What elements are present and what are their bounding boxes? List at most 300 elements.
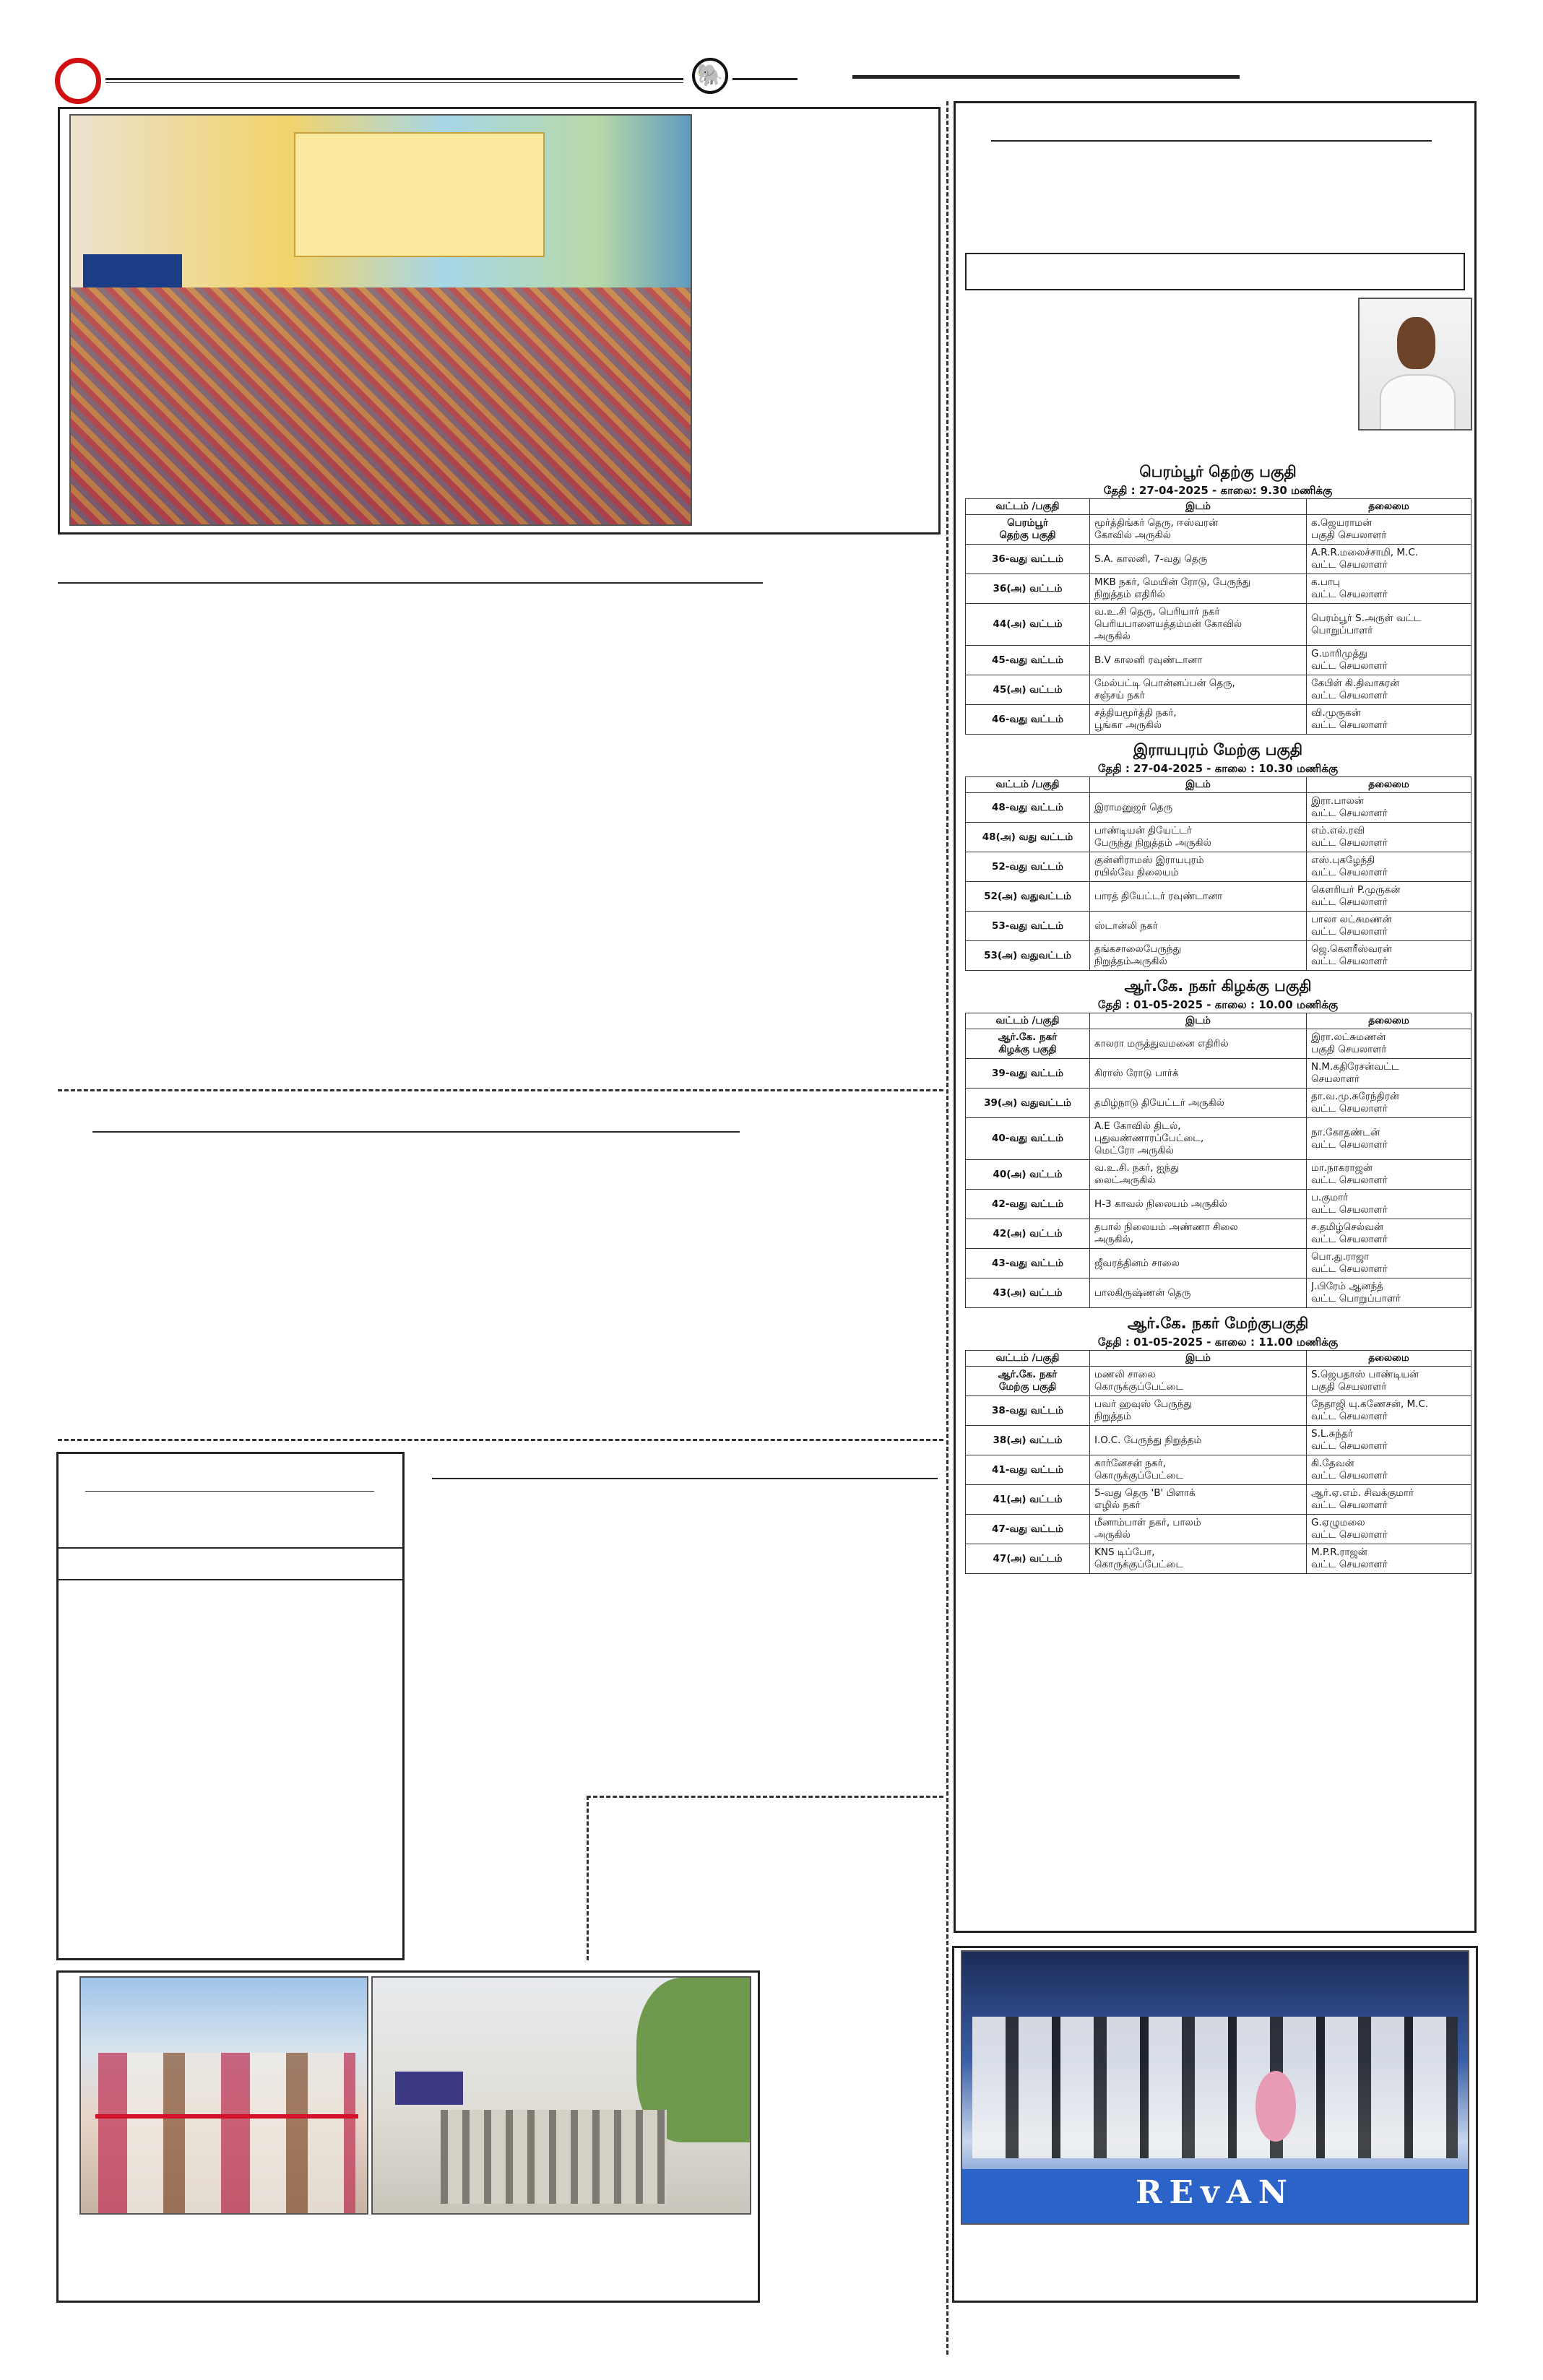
cell-line: சத்தியமூர்த்தி நகர், [1094,707,1177,719]
story-headline-rule-2 [92,1131,740,1133]
ward-cell [966,1190,1090,1219]
schedule-header-cell: தலைமை [1307,1013,1471,1029]
venue-cell [1090,1426,1307,1455]
leader-cell [1307,852,1471,882]
event-group-photo [961,1950,1469,2225]
cell-line: வட்ட செயலாளர் [1311,1234,1388,1245]
cell-line: 41-வது வட்டம் [992,1463,1063,1476]
schedule-section-title: பெரம்பூர் தெற்கு பகுதி [1139,463,1297,480]
cell-line: மா.நாகராஜன் [1311,1162,1373,1174]
event-stage-letters: REvAN [1135,2174,1295,2212]
cell-line: நேதாஜி யு.கணேசன், M.C. [1311,1398,1429,1410]
table-row [966,1089,1471,1118]
schedule-headline-rule [991,140,1432,142]
cell-line: கௌரியர் P.முருகன் [1311,884,1401,896]
cell-line: A.E கோவில் திடல், [1094,1120,1181,1132]
cell-line: 39(அ) வதுவட்டம் [984,1096,1071,1109]
table-row [966,1426,1471,1455]
cell-line: அருகில், [1094,1234,1134,1245]
ward-cell [966,852,1090,882]
cell-line: 43(அ) வட்டம் [993,1286,1063,1299]
cell-line: கி.தேவன் [1311,1458,1354,1469]
cell-line: பேருந்து நிறுத்தம் அருகில் [1094,837,1211,849]
cell-line: 42(அ) வட்டம் [993,1227,1063,1239]
ward-cell [966,675,1090,705]
story-separator-3 [587,1796,943,1798]
cell-line: பெரம்பூர் [1007,517,1048,529]
schedule-header-cell: வட்டம் /பகுதி [966,1351,1090,1367]
ward-cell [966,1515,1090,1544]
cell-line: பவர் ஹவுஸ் பேருந்து [1094,1398,1193,1410]
venue-cell [1090,515,1307,545]
ward-cell [966,1367,1090,1396]
cell-line: பெரம்பூர் S.அருள் வட்ட [1311,612,1422,624]
leader-cell [1307,1219,1471,1249]
cell-line: 52-வது வட்டம் [992,860,1063,873]
table-row [966,823,1471,852]
cell-line: இரா.பாலன் [1311,795,1364,807]
cell-line: M.P.R.ராஜன் [1311,1546,1367,1558]
story-separator-1 [58,1089,943,1091]
masthead-rule-right [852,75,1240,79]
cell-line: G.மாரிமுத்து [1311,648,1367,659]
leader-cell [1307,1278,1471,1308]
ward-cell [966,941,1090,971]
venue-cell [1090,1249,1307,1278]
ward-cell [966,646,1090,675]
cell-line: 46-வது வட்டம் [992,713,1063,725]
cell-line: வட்ட செயலாளர் [1311,926,1388,938]
venue-cell [1090,1278,1307,1308]
cell-line: 45(அ) வட்டம் [993,683,1063,696]
cell-line: அருகில் [1094,1529,1131,1541]
venue-cell [1090,1059,1307,1089]
leader-cell [1307,823,1471,852]
cell-line: வட்ட செயலாளர் [1311,1411,1388,1422]
ward-cell [966,1160,1090,1190]
leader-cell [1307,1544,1471,1574]
cell-line: வட்ட செயலாளர் [1311,1470,1388,1481]
cell-line: நா.கோதண்டன் [1311,1126,1380,1138]
cell-line: G.ஏழுமலை [1311,1517,1365,1528]
venue-cell [1090,1396,1307,1426]
cell-line: J.பிரேம் ஆனந்த் [1311,1281,1383,1292]
leader-cell [1307,941,1471,971]
cell-line: சஞ்சய் நகர் [1094,690,1145,701]
leader-cell [1307,705,1471,735]
story-separator-2 [58,1439,943,1441]
building-photo [371,1976,751,2215]
cell-line: வட்ட செயலாளர் [1311,1529,1388,1541]
cell-line: 45-வது வட்டம் [992,654,1063,666]
table-row [966,545,1471,574]
schedule-header-cell: இடம் [1090,777,1307,793]
schedule-section-time: தேதி : 01-05-2025 - காலை : 10.00 மணிக்கு [1097,998,1339,1011]
cell-line: வட்ட செயலாளர் [1311,589,1388,600]
leader-cell [1307,1190,1471,1219]
leader-cell [1307,604,1471,646]
cell-line: கொருக்குப்பேட்டை [1094,1470,1184,1481]
cell-line: தமிழ்நாடு தியேட்டர் அருகில் [1094,1096,1224,1109]
cell-line: பாண்டியன் தியேட்டர் [1094,825,1192,836]
table-row [966,1249,1471,1278]
table-row [966,1396,1471,1426]
table-row [966,1059,1471,1089]
cell-line: 40(அ) வட்டம் [993,1168,1063,1180]
table-row [966,1219,1471,1249]
cell-line: இராமனுஜர் தெரு [1094,801,1173,813]
cell-line: வட்ட செயலாளர் [1311,690,1388,701]
story-headline-rule-3 [432,1478,938,1479]
cell-line: வட்ட செயலாளர் [1311,1263,1388,1275]
cell-line: பொ.து.ராஜா [1311,1251,1370,1263]
cell-line: 39-வது வட்டம் [992,1067,1063,1079]
venue-cell [1090,1089,1307,1118]
leader-cell [1307,515,1471,545]
cell-line: வ.உ.சி தெரு, பெரியார் நகர் [1094,606,1220,618]
cell-line: 47-வது வட்டம் [992,1523,1063,1535]
masthead-elephant-icon: 🐘 [692,58,728,94]
column-divider [946,101,948,2355]
cell-line: H-3 காவல் நிலையம் அருகில் [1094,1198,1227,1210]
cell-line: 43-வது வட்டம் [992,1257,1063,1269]
leader-cell [1307,1396,1471,1426]
ward-cell [966,1278,1090,1308]
venue-cell [1090,1219,1307,1249]
cell-line: தா.வ.மு.சுரேந்திரன் [1311,1091,1399,1102]
cell-line: ஜீவரத்தினம் சாலை [1094,1257,1180,1269]
cell-line: பாலகிருஷ்ணன் தெரு [1094,1286,1191,1299]
cell-line: நிறுத்தம்அருகில் [1094,956,1167,967]
cell-line: 52(அ) வதுவட்டம் [984,890,1071,902]
cell-line: வட்ட செயலாளர் [1311,660,1388,672]
schedule-header-cell: இடம் [1090,499,1307,515]
table-row [966,882,1471,912]
schedule-header-cell: தலைமை [1307,1351,1471,1367]
schedule-table [965,498,1471,735]
cell-line: இரா.லட்சுமணன் [1311,1031,1386,1043]
table-row [966,574,1471,604]
masthead-rule-mid [732,78,798,80]
table-row [966,675,1471,705]
cell-line: S.ஜெபதாஸ் பாண்டியன் [1311,1369,1419,1380]
leader-cell [1307,675,1471,705]
cell-line: மூர்த்திங்கர் தெரு, ஈஸ்வரன் [1094,517,1219,529]
cell-line: வட்ட செயலாளர் [1311,1138,1388,1151]
cell-line: KNS டிப்போ, [1094,1546,1155,1558]
ward-cell [966,1426,1090,1455]
cell-line: 48(அ) வது வட்டம் [982,831,1073,843]
cell-line: வட்ட செயலாளர் [1311,1440,1388,1452]
cell-line: ஸ்டான்லி நகர் [1094,919,1158,932]
leader-cell [1307,1249,1471,1278]
cell-line: கிழக்கு பகுதி [998,1044,1057,1055]
cell-line: I.O.C. பேருந்து நிறுத்தம் [1094,1434,1202,1446]
venue-cell [1090,574,1307,604]
venue-cell [1090,912,1307,941]
cell-line: ஜெ.கௌரீஸ்வரன் [1311,943,1392,955]
schedule-table [965,1013,1471,1308]
cell-line: பகுதி செயலாளர் [1311,529,1387,541]
side-notice-divider-1 [58,1547,403,1549]
schedule-subhead-box [965,253,1465,290]
schedule-section-time: தேதி : 27-04-2025 - காலை: 9.30 மணிக்கு [1103,484,1333,497]
masthead-rule-left [105,78,683,80]
schedule-section-title: ஆர்.கே. நகர் கிழக்கு பகுதி [1124,977,1312,995]
cell-line: எஸ்.புகழேந்தி [1311,854,1375,866]
schedule-section-time: தேதி : 27-04-2025 - காலை : 10.30 மணிக்கு [1097,762,1339,775]
cell-line: N.M.கதிரேசன்வட்ட [1311,1061,1399,1073]
table-row [966,941,1471,971]
cell-line: செயலாளர் [1311,1073,1360,1085]
cell-line: பாலா லட்சுமணன் [1311,914,1392,925]
cell-line: நிறுத்தம் [1094,1411,1131,1422]
cell-line: 38-வது வட்டம் [992,1404,1063,1416]
cell-line: தபால் நிலையம் அண்ணா சிலை [1094,1221,1238,1233]
venue-cell [1090,1367,1307,1396]
venue-cell [1090,1118,1307,1160]
cell-line: ரயில்வே நிலையம் [1094,867,1179,878]
venue-cell [1090,941,1307,971]
table-row [966,515,1471,545]
venue-cell [1090,1544,1307,1574]
ward-cell [966,604,1090,646]
leader-cell [1307,1059,1471,1089]
schedule-table [965,1350,1471,1574]
cell-line: மீனாம்பாள் நகர், பாலம் [1094,1517,1201,1528]
cell-line: 53-வது வட்டம் [992,919,1063,932]
cell-line: கோவில் அருகில் [1094,529,1171,541]
cell-line: வட்ட பொறுப்பாளர் [1311,1293,1401,1304]
venue-cell [1090,793,1307,823]
ward-cell [966,912,1090,941]
leader-cell [1307,793,1471,823]
ward-cell [966,545,1090,574]
venue-cell [1090,705,1307,735]
cell-line: பொறுப்பாளர் [1311,624,1373,636]
schedule-header-cell: வட்டம் /பகுதி [966,1013,1090,1029]
cell-line: தங்கசாலைபேருந்து [1094,943,1182,955]
leader-cell [1307,1160,1471,1190]
cell-line: 47(அ) வட்டம் [993,1552,1063,1565]
table-row [966,1029,1471,1059]
cell-line: நிறுத்தம் எதிரில் [1094,589,1165,600]
cell-line: MKB நகர், மெயின் ரோடு, பேருந்து [1094,576,1251,588]
cell-line: வட்ட செயலாளர் [1311,896,1388,908]
schedule-header-cell: இடம் [1090,1013,1307,1029]
table-row [966,705,1471,735]
table-row [966,1544,1471,1574]
cell-line: B.V காலனி ரவுண்டானா [1094,654,1203,666]
schedule-header-cell: வட்டம் /பகுதி [966,499,1090,515]
table-row [966,912,1471,941]
schedule-header-cell: தலைமை [1307,777,1471,793]
cell-line: பெரியபாளையத்தம்மன் கோவில் [1094,618,1242,630]
leader-cell [1307,1515,1471,1544]
cell-line: கிராஸ் ரோடு பார்க் [1094,1067,1179,1079]
leader-cell [1307,545,1471,574]
cell-line: எழில் நகர் [1094,1500,1141,1511]
leader-cell [1307,1029,1471,1059]
leader-cell [1307,1426,1471,1455]
cell-line: S.A. காலனி, 7-வது தெரு [1094,553,1208,565]
table-row [966,793,1471,823]
story-separator-4 [587,1796,589,1960]
cell-line: தெற்கு பகுதி [999,529,1056,541]
ward-cell [966,793,1090,823]
cell-line: கார்னேசன் நகர், [1094,1458,1166,1469]
venue-cell [1090,1455,1307,1485]
cell-line: ஆர்.கே. நகர் [998,1369,1058,1380]
cell-line: S.L.சுந்தர் [1311,1428,1353,1440]
table-row [966,1160,1471,1190]
cell-line: A.R.R.மலைச்சாமி, M.C. [1311,547,1419,558]
cell-line: வட்ட செயலாளர் [1311,867,1388,878]
ward-cell [966,823,1090,852]
cell-line: புதுவண்ணாரப்பேட்டை, [1094,1133,1204,1144]
leader-cell [1307,1485,1471,1515]
ward-cell [966,1396,1090,1426]
ward-cell [966,1029,1090,1059]
schedule-table [965,776,1471,971]
venue-cell [1090,882,1307,912]
ward-cell [966,882,1090,912]
leader-cell [1307,646,1471,675]
cell-line: லைட்அருகில் [1094,1174,1156,1186]
ward-cell [966,1219,1090,1249]
ward-cell [966,1249,1090,1278]
cell-line: வட்ட செயலாளர் [1311,1500,1388,1511]
venue-cell [1090,823,1307,852]
cell-line: 40-வது வட்டம் [992,1133,1063,1144]
venue-cell [1090,646,1307,675]
table-row [966,852,1471,882]
schedule-section-title: ஆர்.கே. நகர் மேற்குபகுதி [1127,1315,1309,1332]
cell-line: வட்ட செயலாளர் [1311,1559,1388,1570]
leader-portrait-photo [1358,298,1472,430]
cell-line: வட்ட செயலாளர் [1311,808,1388,819]
leader-cell [1307,1089,1471,1118]
schedule-section-title: இராயபுரம் மேற்கு பகுதி [1133,741,1303,758]
schedule-section-time: தேதி : 01-05-2025 - காலை : 11.00 மணிக்கு [1097,1336,1339,1349]
venue-cell [1090,852,1307,882]
ward-cell [966,705,1090,735]
cell-line: 53(அ) வதுவட்டம் [984,949,1071,961]
side-notice-divider-2 [58,1579,403,1580]
cell-line: பூங்கா அருகில் [1094,719,1162,731]
cell-line: ஆர்.கே. நகர் [998,1031,1058,1043]
cell-line: ஆர்.ஏ.எம். சிவக்குமார் [1311,1487,1414,1499]
ward-cell [966,1485,1090,1515]
venue-cell [1090,1190,1307,1219]
venue-cell [1090,1515,1307,1544]
leader-cell [1307,1118,1471,1160]
cell-line: 36(அ) வட்டம் [993,582,1063,594]
venue-cell [1090,604,1307,646]
venue-cell [1090,1485,1307,1515]
schedule-header-cell: வட்டம் /பகுதி [966,777,1090,793]
cell-line: க.பாபு [1311,576,1341,588]
side-notice-rule [85,1491,374,1492]
cell-line: 41(அ) வட்டம் [993,1493,1063,1505]
table-row [966,646,1471,675]
ward-cell [966,1544,1090,1574]
cell-line: அருகில் [1094,631,1131,642]
cell-line: 38(அ) வட்டம் [993,1434,1063,1446]
cell-line: எம்.எல்.ரவி [1311,825,1365,836]
venue-cell [1090,675,1307,705]
story-headline-rule-1 [58,582,763,584]
table-row [966,1118,1471,1160]
cell-line: 36-வது வட்டம் [992,553,1063,565]
ward-cell [966,1089,1090,1118]
cell-line: வி.முருகன் [1311,707,1361,719]
table-row [966,1367,1471,1396]
cell-line: மணலி சாலை [1094,1369,1156,1380]
ward-cell [966,1455,1090,1485]
ward-cell [966,515,1090,545]
table-row [966,604,1471,646]
leader-cell [1307,1455,1471,1485]
venue-cell [1090,1029,1307,1059]
cell-line: பகுதி செயலாளர் [1311,1044,1387,1055]
table-row [966,1278,1471,1308]
cell-line: ப.குமார் [1311,1192,1349,1203]
leader-cell [1307,882,1471,912]
cell-line: 42-வது வட்டம் [992,1198,1063,1210]
table-row [966,1515,1471,1544]
table-row [966,1485,1471,1515]
masthead-logo [55,58,101,104]
cell-line: வட்ட செயலாளர் [1311,559,1388,571]
cell-line: கொருக்குப்பேட்டை [1094,1559,1184,1570]
cell-line: வட்ட செயலாளர் [1311,956,1388,967]
cell-line: வட்ட செயலாளர் [1311,1204,1388,1216]
table-row [966,1455,1471,1485]
leader-cell [1307,1367,1471,1396]
cell-line: வட்ட செயலாளர் [1311,719,1388,731]
cell-line: வ.உ.சி. நகர், ஐந்து [1094,1162,1180,1174]
cell-line: பாரத் தியேட்டர் ரவுண்டானா [1094,890,1223,902]
cell-line: வட்ட செயலாளர் [1311,837,1388,849]
masthead-rule-left-thin [105,82,683,83]
leader-cell [1307,912,1471,941]
cell-line: மேற்கு பகுதி [998,1381,1057,1393]
cell-line: கேபிள் கி.திவாகரன் [1311,678,1400,689]
ward-cell [966,574,1090,604]
side-notice-box [56,1452,405,1960]
cell-line: வட்ட செயலாளர் [1311,1174,1388,1186]
cell-line: மேல்பட்டி பொன்னப்பன் தெரு, [1094,678,1235,689]
schedule-header-cell: இடம் [1090,1351,1307,1367]
cell-line: மெட்ரோ அருகில் [1094,1145,1174,1156]
leader-cell [1307,574,1471,604]
ribbon-cutting-photo [79,1976,368,2215]
cell-line: வட்ட செயலாளர் [1311,1103,1388,1115]
rally-photo [69,114,692,526]
cell-line: 48-வது வட்டம் [992,801,1063,813]
venue-cell [1090,545,1307,574]
cell-line: காலரா மருத்துவமனை எதிரில் [1094,1037,1229,1050]
cell-line: க.ஜெயராமன் [1311,517,1373,529]
cell-line: 5-வது தெரு 'B' பிளாக் [1094,1487,1196,1499]
ward-cell [966,1118,1090,1160]
venue-cell [1090,1160,1307,1190]
meeting-schedule [965,456,1471,1574]
schedule-header-cell: தலைமை [1307,499,1471,515]
ward-cell [966,1059,1090,1089]
table-row [966,1190,1471,1219]
